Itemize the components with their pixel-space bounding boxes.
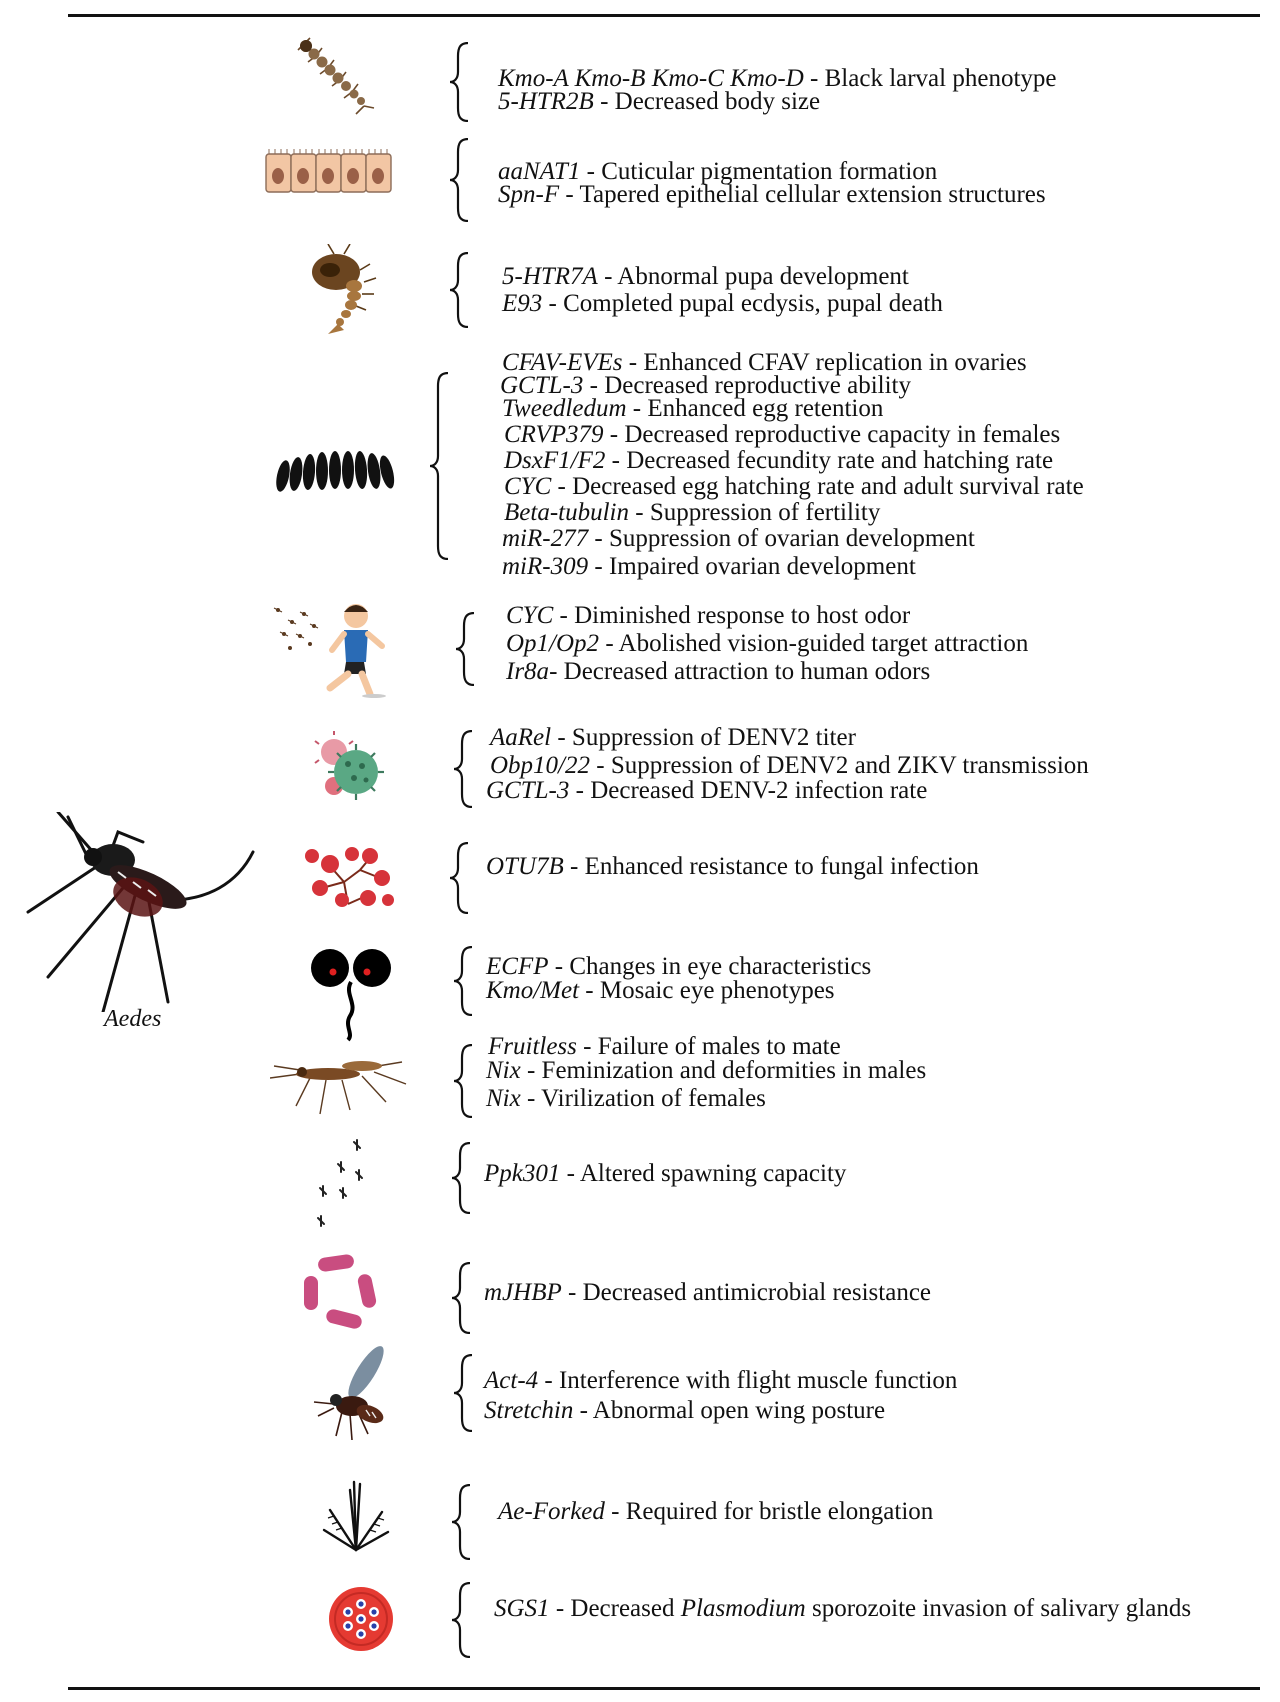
gene-effect: Abnormal pupa development [617,263,909,290]
host-seeking-icon [270,600,400,700]
gene-name: SGS1 [494,1595,550,1622]
pupa-icon [304,244,384,334]
gene-line [502,526,975,552]
curly-brace [450,1582,472,1658]
separator: - [626,395,648,422]
top-rule [68,14,1260,17]
gene-name: OTU7B [486,853,564,880]
gene-name: Nix [486,1085,521,1112]
gene-effect: Virilization of females [541,1085,766,1112]
gene-name: CYC [506,602,554,629]
gene-effect: Failure of males to mate [597,1033,841,1060]
curly-brace [450,1484,472,1560]
gene-name: CFAV-EVEs [502,349,623,376]
gene-line [502,291,943,317]
gene-line [498,1499,933,1525]
gene-line [498,182,1046,208]
separator: - [559,181,580,208]
gene-effect: Feminization and deformities in males [541,1057,927,1084]
gene-effect: Enhanced CFAV replication in ovaries [643,349,1027,376]
gene-effect: Changes in eye characteristics [569,953,872,980]
larva-icon [296,36,376,116]
gene-line [502,554,916,580]
gene-effect: Suppression of ovarian development [608,525,975,552]
separator: - [605,447,627,474]
bacteria-icon [304,1252,384,1332]
gene-name: AaRel [490,724,552,751]
gene-line [484,1161,846,1187]
gene-line [506,603,910,629]
bristles-icon [320,1480,392,1554]
gene-line [504,448,1053,474]
separator: - [548,953,570,980]
gene-name: E93 [502,290,543,317]
gene-name: miR-309 [502,553,589,580]
separator: - [538,1367,559,1394]
separator: - [603,421,625,448]
gene-name: Kmo-A Kmo-B Kmo-C Kmo-D [498,65,804,92]
curly-brace [448,842,470,914]
separator: - [628,499,650,526]
separator: - [563,853,585,880]
curly-brace [450,1262,472,1334]
gene-name: Spn-F [498,181,560,208]
gene-effect: Decreased [570,1595,681,1622]
gene-line [484,1398,885,1424]
separator: - [593,88,615,115]
gene-effect: Tapered epithelial cellular extension structures [579,181,1046,208]
curly-brace [452,1044,474,1118]
gene-line [484,1280,931,1306]
gene-effect: Decreased reproductive ability [604,372,912,399]
gene-effect-tail: sporozoite invasion of salivary glands [805,1595,1192,1622]
gene-name: 5-HTR7A [502,263,598,290]
gene-name: Ppk301 [484,1160,561,1187]
gene-effect: Required for bristle elongation [625,1498,934,1525]
gene-name: CYC [504,473,552,500]
separator: - [622,349,644,376]
separator: - [561,1279,583,1306]
gene-line [486,854,979,880]
separator: - [588,525,609,552]
gene-effect: Suppression of DENV2 titer [571,724,856,751]
curly-brace [452,730,474,808]
gene-name: Kmo/Met [486,977,580,1004]
gene-effect: Decreased egg hatching rate and adult survival rate [572,473,1084,500]
separator: - [551,473,573,500]
separator: - [520,1085,542,1112]
gene-effect: Completed pupal ecdysis, pupal death [563,290,943,317]
gene-effect: Decreased antimicrobial resistance [582,1279,932,1306]
curly-brace [448,42,470,122]
gene-name: Fruitless [488,1033,577,1060]
separator: - [580,158,602,185]
eggs-icon [274,446,400,494]
flying-mosquito-icon [312,1344,390,1448]
separator: - [553,602,575,629]
gene-line [484,1368,957,1394]
gene-effect: Suppression of fertility [649,499,881,526]
separator: - [549,1595,571,1622]
gene-name: Stretchin [484,1397,574,1424]
separator: - [588,553,609,580]
separator: - [579,977,600,1004]
gene-effect: Diminished response to host odor [574,602,911,629]
gene-line [506,631,1028,657]
fungus-icon [300,842,396,912]
separator: - [551,724,572,751]
gene-line [502,396,883,422]
gene-name: miR-277 [502,525,589,552]
gene-name: Act-4 [484,1367,539,1394]
gene-effect: Abnormal open wing posture [592,1397,886,1424]
gene-line [498,89,820,115]
gene-name: Ir8a [506,658,550,685]
separator: - [542,290,564,317]
gene-name: GCTL-3 [500,372,584,399]
separator: - [569,777,591,804]
gene-name: ECFP [486,953,549,980]
organism-label: Aedes [104,1006,162,1032]
gene-effect: Decreased reproductive capacity in females [624,421,1061,448]
curly-brace [450,1142,472,1214]
gene-effect: Black larval phenotype [824,65,1057,92]
gene-effect: Impaired ovarian development [608,553,916,580]
separator: - [576,1033,598,1060]
gene-effect: Decreased body size [614,88,821,115]
eyes-icon [310,948,392,1042]
curly-brace [452,1354,474,1432]
virus-icon [312,730,388,806]
swarm-icon [310,1136,370,1228]
gene-line [506,659,930,685]
gene-effect: Abolished vision-guided target attraction [618,630,1029,657]
bottom-rule [68,1687,1260,1690]
separator: - [583,372,605,399]
gene-line [504,474,1084,500]
gene-effect: Decreased attraction to human odors [563,658,931,685]
gene-line [486,1086,766,1112]
gene-line [490,725,856,751]
gene-effect: Enhanced resistance to fungal infection [584,853,979,880]
gene-name: Nix [486,1057,521,1084]
separator: - [560,1160,580,1187]
gene-name: DsxF1/F2 [504,447,606,474]
gene-name: Op1/Op2 [506,630,600,657]
separator: - [573,1397,593,1424]
aedes-mosquito-icon [18,812,258,1012]
gene-name: CRVP379 [504,421,604,448]
gene-name: Tweedledum [502,395,627,422]
gene-line [502,264,909,290]
mating-mosquitoes-icon [270,1044,408,1116]
separator: - [597,263,618,290]
gene-effect: Enhanced egg retention [647,395,884,422]
separator: - [599,630,619,657]
gene-effect: Altered spawning capacity [579,1160,847,1187]
gene-name: mJHBP [484,1279,562,1306]
gene-line [504,500,880,526]
gene-effect: Decreased fecundity rate and hatching rate [626,447,1054,474]
epithelial-cells-icon [264,148,394,196]
gene-line [490,753,1089,779]
gene-effect: Interference with flight muscle function [558,1367,958,1394]
curly-brace [454,612,476,686]
separator: - [520,1057,542,1084]
gene-name: Obp10/22 [490,752,590,779]
curly-brace [448,252,470,328]
separator: - [549,658,564,685]
gene-line [494,1596,1191,1622]
salivary-gland-icon [328,1586,394,1652]
separator: - [590,752,611,779]
gene-effect: Decreased DENV-2 infection rate [590,777,928,804]
curly-brace [448,138,470,222]
gene-effect: Mosaic eye phenotypes [599,977,835,1004]
curly-brace [428,372,450,560]
gene-line [504,422,1060,448]
gene-effect: Suppression of DENV2 and ZIKV transmission [610,752,1089,779]
gene-line [486,978,835,1004]
gene-effect: Cuticular pigmentation formation [601,158,938,185]
gene-name: Ae-Forked [498,1498,605,1525]
gene-name: aaNAT1 [498,158,581,185]
gene-line [486,778,927,804]
gene-name: Beta-tubulin [504,499,629,526]
organism-name: Plasmodium [680,1595,806,1622]
gene-name: 5-HTR2B [498,88,594,115]
separator: - [803,65,825,92]
separator: - [604,1498,626,1525]
gene-name: GCTL-3 [486,777,570,804]
curly-brace [452,946,474,1016]
gene-line [486,1058,926,1084]
